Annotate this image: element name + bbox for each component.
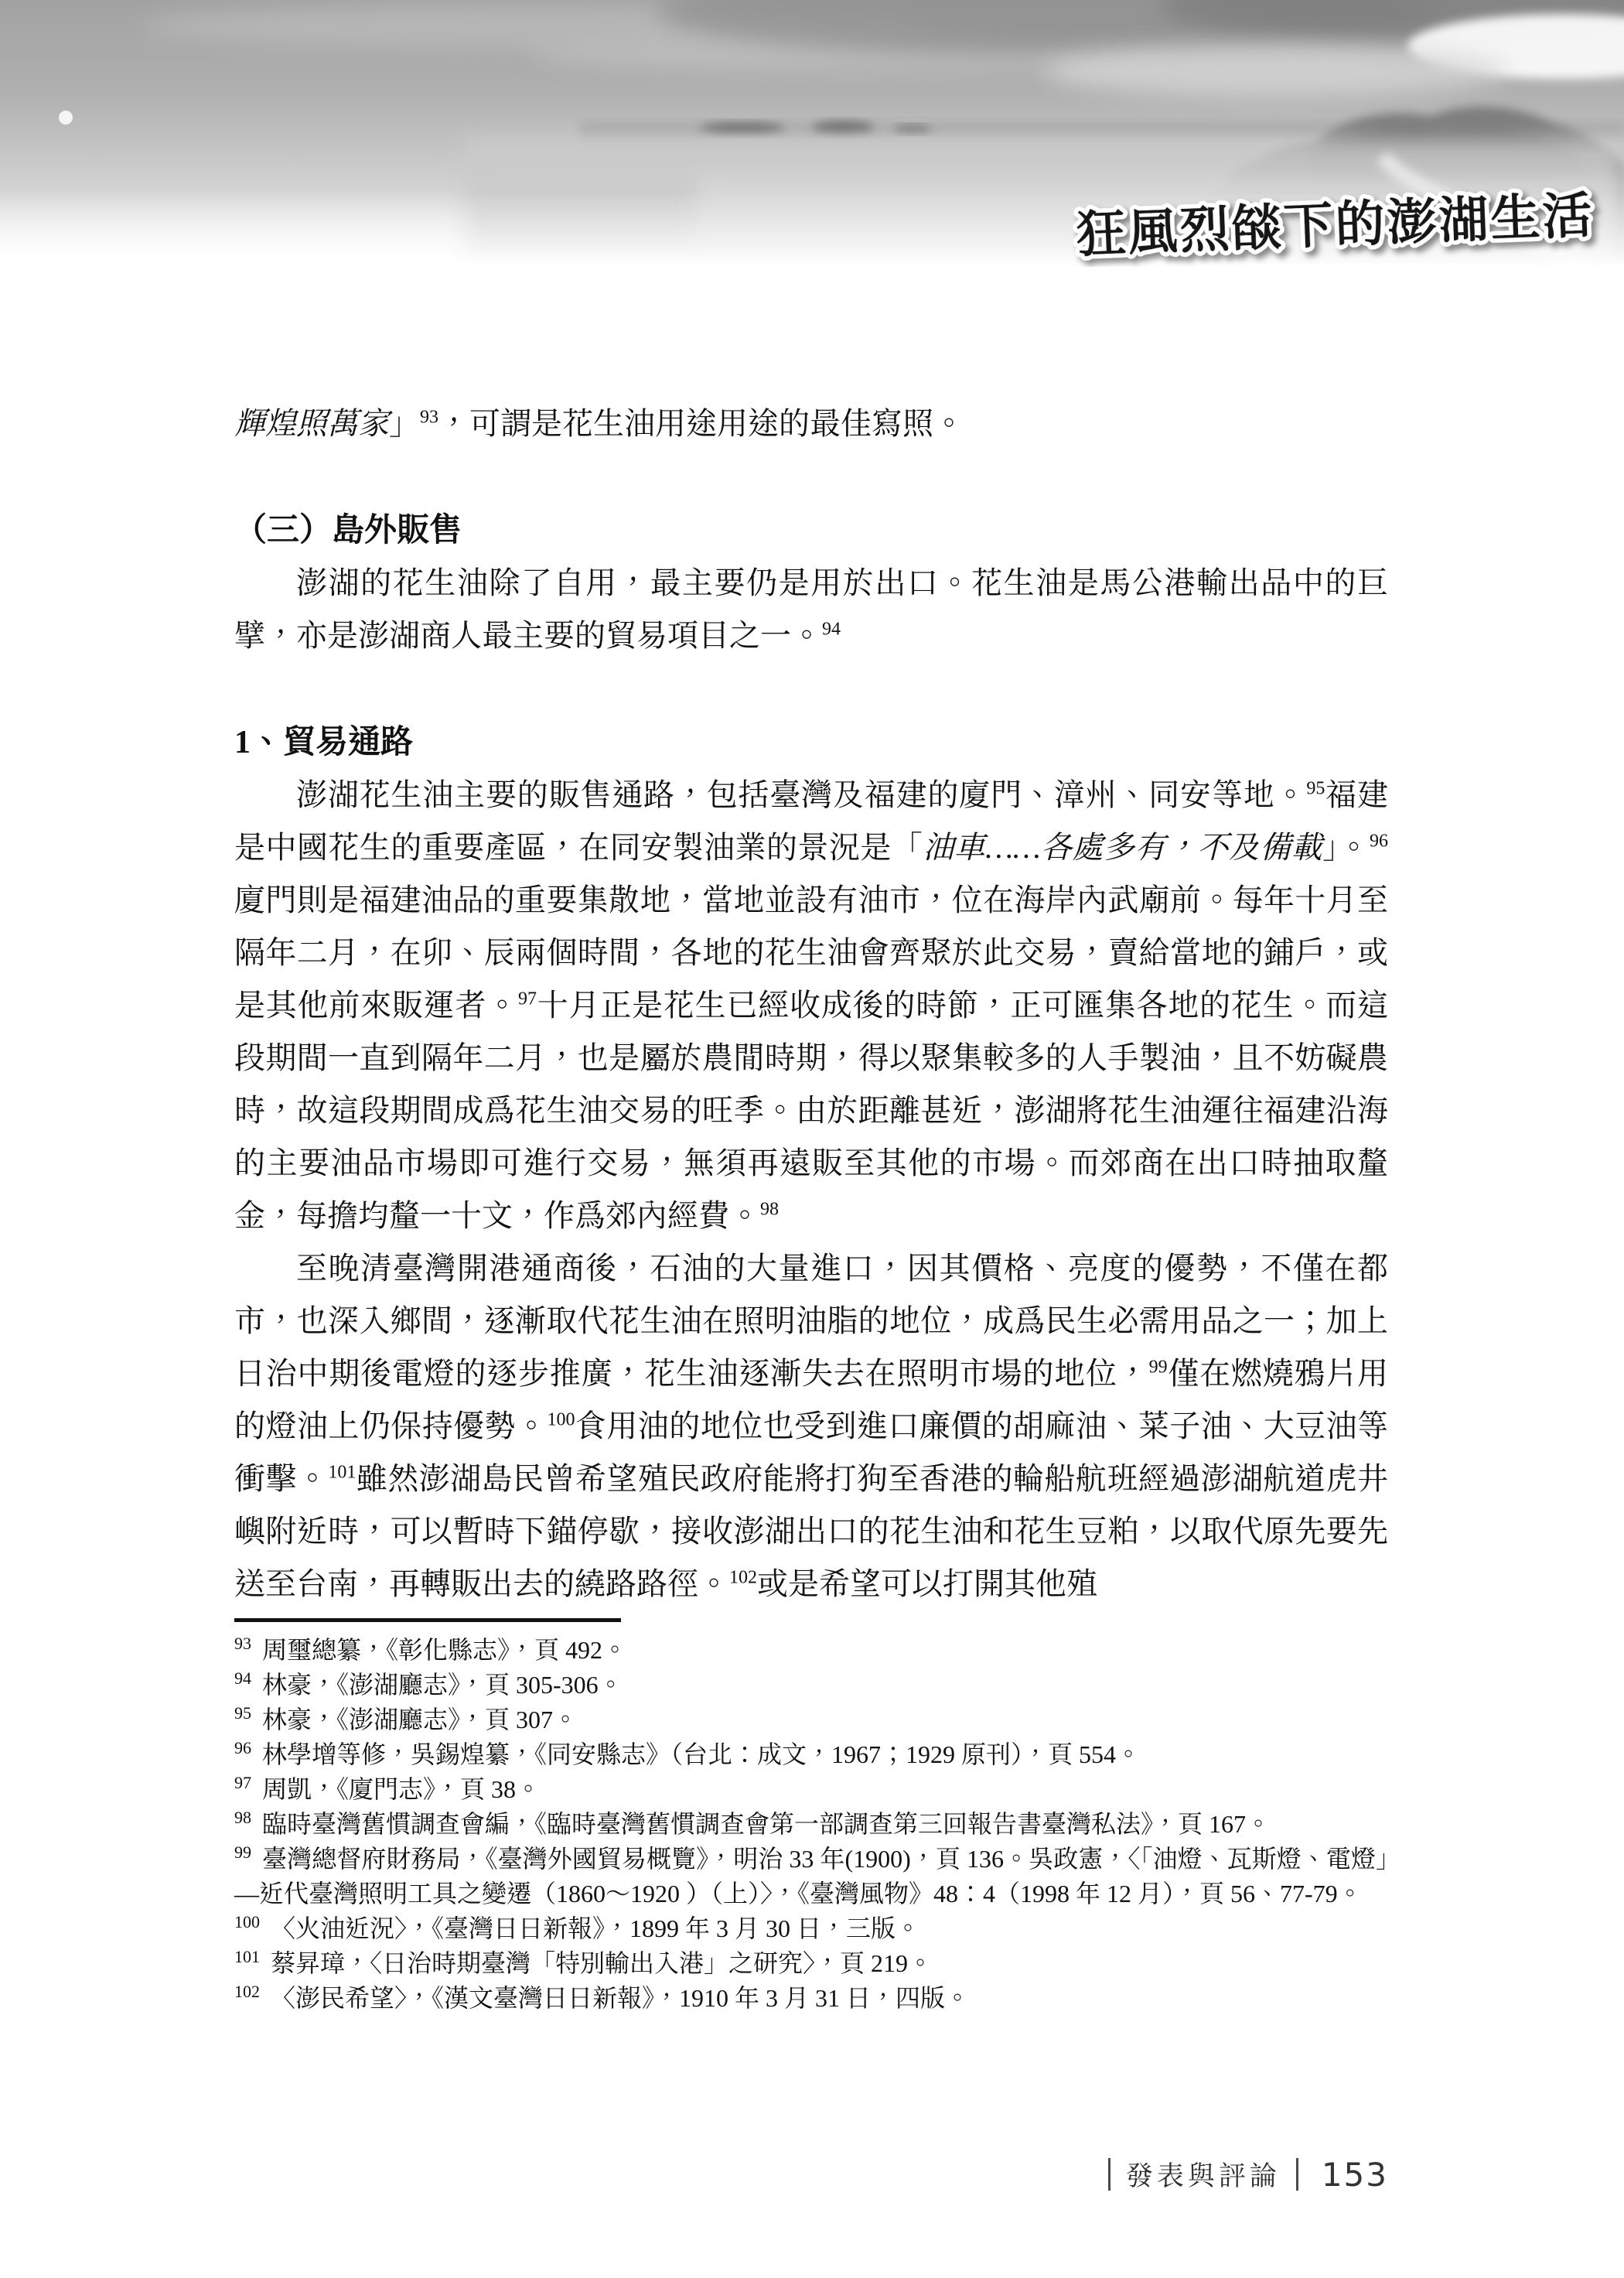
- footnote-number: 99: [234, 1843, 251, 1863]
- footnote-text: 臨時臺灣舊慣調查會編，《臨時臺灣舊慣調查會第一部調查第三回報告書臺灣私法》，頁 167。: [262, 1810, 1271, 1838]
- footnote: [234, 1703, 1388, 1737]
- text-blocks: [234, 398, 1388, 2016]
- section-heading: 1、貿易通路: [234, 725, 414, 760]
- footnote: [234, 1737, 1388, 1772]
- footnote-number: 100: [234, 1912, 260, 1932]
- footer-divider: [1296, 2158, 1298, 2191]
- footer-divider: [1108, 2158, 1111, 2191]
- footnote-number: 101: [234, 1947, 260, 1967]
- text-run: 僅在燃燒鴉片用的燈油上仍保持優勢。: [234, 1356, 1389, 1443]
- paragraph: [234, 398, 1388, 450]
- paragraph: [234, 1242, 1388, 1610]
- text-run: 十月正是花生已經收成後的時節，正可匯集各地的花生。而這段期間一直到隔年二月，也是屬於農閒時期，得以聚集較多的人手製油，且不妨礙農時，故這段期間成爲花生油交易的旺季。由於距離甚近，澎湖將花生油運往福建沿海的主要油品市場即可進行交易，無須再遠販至其他的市場。而郊商在出口時抽取釐金，每擔均釐一十文，作爲郊內經費。: [234, 988, 1388, 1233]
- footnote-number: 94: [234, 1668, 251, 1689]
- footnote-text: 周凱，《廈門志》，頁 38。: [262, 1775, 541, 1803]
- footnote-ref: 99: [1148, 1357, 1168, 1378]
- footnote: [234, 1772, 1388, 1807]
- text-run: 雖然澎湖島民曾希望殖民政府能將打狗至香港的輪船航班經過澎湖航道虎井嶼附近時，可以暫時下錨停歇，接收澎湖出口的花生油和花生豆粕，以取代原先要先送至台南，再轉販出去的繞路路徑。: [234, 1461, 1389, 1601]
- text-run: 」: [389, 406, 420, 441]
- footnote-ref: 95: [1306, 778, 1325, 799]
- page-header: [0, 0, 1624, 267]
- footnote-ref: 100: [547, 1409, 575, 1430]
- footnote-ref: 98: [760, 1199, 779, 1220]
- footnote-text: 林豪，《澎湖廳志》，頁 305-306。: [262, 1671, 623, 1699]
- footnote-text: 臺灣總督府財務局，《臺灣外國貿易概覽》，明治 33 年(1900)，頁 136。吳政憲，〈「油燈、瓦斯燈、電燈」—近代臺灣照明工具之變遷（1860～1920 ）（上）〉，《臺灣風物》48：4（1998 年 12 月），頁 56、77-79。: [234, 1845, 1388, 1907]
- text-run: ，可謂是花生油用途用途的最佳寫照。: [438, 406, 964, 441]
- footnote: [234, 1946, 1388, 1981]
- page-footer: [1108, 2155, 1388, 2194]
- footnote-number: 96: [234, 1738, 251, 1758]
- text-run: 廈門則是福建油品的重要集散地，當地並設有油市，位在海岸內武廟前。每年十月至隔年二月，在卯、辰兩個時間，各地的花生油會齊聚於此交易，賣給當地的鋪戶，或是其他前來販運者。: [234, 883, 1388, 1023]
- footnote-ref: 102: [729, 1567, 757, 1588]
- footnote: [234, 1807, 1388, 1842]
- text-run: 食用油的地位也受到進口廉價的胡麻油、菜子油、大豆油等衝擊。: [234, 1409, 1389, 1496]
- footnote-text: 〈火油近況〉，《臺灣日日新報》，1899 年 3 月 30 日，三版。: [271, 1914, 921, 1942]
- footnote-text: 蔡昇璋，〈日治時期臺灣「特別輸出入港」之研究〉，頁 219。: [271, 1949, 933, 1977]
- footer-section-label: 發表與評論: [1125, 2161, 1281, 2192]
- header-photo: [0, 0, 1624, 267]
- footnote-number: 98: [234, 1808, 251, 1828]
- footnote: [234, 1981, 1388, 2016]
- paragraph: [234, 769, 1388, 1242]
- footnote: [234, 1668, 1388, 1703]
- header-title: 狂風烈燄下的澎湖生活: [1075, 186, 1595, 265]
- sun-dot: [59, 111, 73, 125]
- footnote-number: 95: [234, 1703, 251, 1723]
- footnote-text: 林學增等修，吳錫煌纂，《同安縣志》（台北：成文，1967；1929 原刊），頁 554。: [262, 1740, 1141, 1768]
- text-run: 福建是中國花生的重要產區，在同安製油業的景況是「: [234, 777, 1389, 865]
- text-run: 澎湖的花生油除了自用，最主要仍是用於出口。花生油是馬公港輸出品中的巨擘，亦是澎湖商人最主要的貿易項目之一。: [234, 565, 1388, 653]
- footnote-text: 〈澎民希望〉，《漢文臺灣日日新報》，1910 年 3 月 31 日，四版。: [271, 1984, 971, 2012]
- footnote-separator: [234, 1618, 621, 1622]
- footnote: [234, 1911, 1388, 1946]
- footnote-ref: 97: [518, 989, 537, 1009]
- footnote-text: 林豪，《澎湖廳志》，頁 307。: [262, 1706, 578, 1733]
- footnote: [234, 1842, 1388, 1911]
- footnote: [234, 1633, 1388, 1668]
- text-run: 輝煌照萬家: [234, 406, 389, 441]
- footnote-ref: 93: [420, 407, 438, 428]
- text-run: 或是希望可以打開其他殖: [757, 1566, 1097, 1601]
- footnote-ref: 101: [328, 1462, 357, 1483]
- page-number: 153: [1321, 2155, 1388, 2194]
- text-run: 至晚清臺灣開港通商後，石油的大量進口，因其價格、亮度的優勢，不僅在都市，也深入鄉間，逐漸取代花生油在照明油脂的地位，成爲民生必需用品之一；加上日治中期後電燈的逐步推廣，花生油逐漸失去在照明市場的地位，: [234, 1251, 1388, 1391]
- footnote-number: 97: [234, 1773, 251, 1793]
- footnote-number: 102: [234, 1982, 260, 2002]
- text-run: 澎湖花生油主要的販售通路，包括臺灣及福建的廈門、漳州、同安等地。: [296, 777, 1307, 812]
- section-heading: （三）島外販售: [234, 513, 462, 548]
- text-run: 油車……各處多有，不及備載: [923, 830, 1323, 865]
- footnote-ref: 96: [1370, 831, 1389, 852]
- footnotes: [234, 1633, 1388, 2016]
- footnote-number: 93: [234, 1634, 251, 1654]
- footnote-text: 周璽總纂，《彰化縣志》，頁 492。: [262, 1636, 628, 1664]
- paragraph: [234, 557, 1388, 662]
- footnote-ref: 94: [822, 619, 841, 640]
- text-run: 」。: [1322, 830, 1370, 865]
